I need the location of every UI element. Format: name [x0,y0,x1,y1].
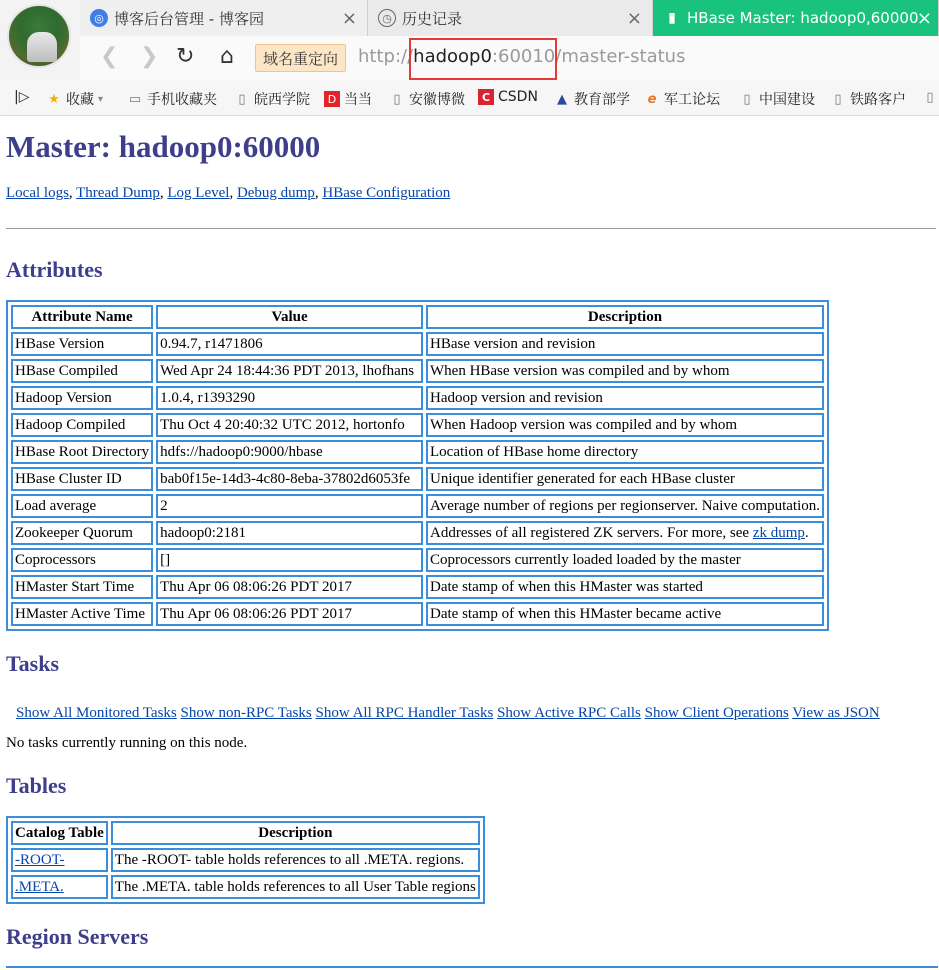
address-bar[interactable] [358,46,685,67]
attribute-value: 2 [156,494,423,518]
table-row [11,848,480,872]
page-title: Master: hadoop0:60000 [6,129,321,164]
attribute-description: Coprocessors currently loaded loaded by the master [426,548,824,572]
bookmark-item[interactable]: e 军工论坛 [644,89,720,109]
browser-chrome [0,0,939,116]
bookmark-item[interactable]: ▯ 中国建设 [739,89,815,109]
navigation-bar [80,36,939,80]
document-icon: ▮ [668,10,676,26]
table-row [11,494,824,518]
user-avatar[interactable] [7,4,71,68]
bookmark-item[interactable]: ▯ 安徽博微 [389,89,465,109]
region-servers-table-edge [6,966,938,968]
forward-arrow-icon[interactable]: ❯ [140,44,159,69]
table-row [11,386,824,410]
table-row [11,521,824,545]
attribute-description: Addresses of all registered ZK servers. For more, see zk dump. [426,521,824,545]
tab-label: 博客后台管理 - 博客园 [114,9,264,28]
column-header: Catalog Table [11,821,108,845]
divider [6,228,936,229]
attribute-value: Thu Oct 4 20:40:32 UTC 2012, hortonfo [156,413,423,437]
attribute-name: HBase Version [11,332,153,356]
mortarboard-icon: ▲ [557,91,567,107]
page-icon: ▯ [238,91,246,107]
attribute-description: When HBase version was compiled and by whom [426,359,824,383]
table-row [11,875,480,899]
show-all-monitored-tasks-link[interactable]: Show All Monitored Tasks [16,705,177,721]
folder-icon: ▭ [128,91,142,107]
attribute-value: 0.94.7, r1471806 [156,332,423,356]
url-port: :60010 [491,46,556,67]
reload-icon[interactable]: ↻ [176,44,195,69]
page-icon: ▯ [926,89,934,105]
attribute-description: Unique identifier generated for each HBase cluster [426,467,824,491]
show-non-rpc-tasks-link[interactable]: Show non-RPC Tasks [180,705,312,721]
attribute-name: Hadoop Compiled [11,413,153,437]
table-row [11,332,824,356]
tab-hbase-master[interactable] [653,0,939,36]
attribute-value: bab0f15e-14d3-4c80-8eba-37802d6053fe [156,467,423,491]
sidebar-toggle-icon[interactable]: |▷ [14,89,30,105]
csdn-icon: C [478,89,494,105]
attribute-name: HMaster Start Time [11,575,153,599]
attribute-name: Zookeeper Quorum [11,521,153,545]
tab-history[interactable] [368,0,653,36]
attribute-value: Thu Apr 06 08:06:26 PDT 2017 [156,575,423,599]
attribute-value: Thu Apr 06 08:06:26 PDT 2017 [156,602,423,626]
attribute-description: Hadoop version and revision [426,386,824,410]
bookmark-favorites[interactable]: ★ 收藏 ▾ [46,89,103,109]
table-row [11,602,824,626]
attribute-value: Wed Apr 24 18:44:36 PDT 2013, lhofhans [156,359,423,383]
local-logs-link[interactable]: Local logs [6,185,69,201]
bookmark-item[interactable]: ▲ 教育部学 [554,89,630,109]
region-servers-heading: Region Servers [6,924,149,949]
attribute-value: hadoop0:2181 [156,521,423,545]
catalog-table-name [11,875,108,899]
attribute-name: Load average [11,494,153,518]
table-header-row [11,821,480,845]
tables-heading: Tables [6,773,67,798]
url-path: /master-status [555,46,686,67]
bookmark-item[interactable]: ▯ 铁路客户 [830,89,906,109]
attribute-value: [] [156,548,423,572]
column-header: Description [111,821,480,845]
back-arrow-icon[interactable]: ❮ [100,44,119,69]
bookmark-item[interactable]: ▯ 皖西学院 [234,89,310,109]
cnblogs-favicon-icon: ◎ [90,9,108,27]
attribute-name: HMaster Active Time [11,602,153,626]
debug-dump-link[interactable]: Debug dump [236,185,315,201]
ie-icon: e [647,91,657,107]
table-row [11,413,824,437]
close-tab-icon[interactable]: × [916,8,932,29]
chevron-down-icon: ▾ [98,93,104,105]
no-tasks-message: No tasks currently running on this node. [6,735,248,751]
meta-table-link[interactable]: .META. [15,878,64,895]
attribute-name: HBase Root Directory [11,440,153,464]
home-icon[interactable]: ⌂ [220,44,234,69]
attribute-name: HBase Compiled [11,359,153,383]
column-header: Description [426,305,824,329]
attributes-heading: Attributes [6,257,103,282]
table-header-row [11,305,824,329]
table-row [11,467,824,491]
star-icon: ★ [48,91,60,107]
column-header: Value [156,305,423,329]
catalog-table-name [11,848,108,872]
catalog-table-description: The .META. table holds references to all User Table regions [111,875,480,899]
show-all-rpc-handler-tasks-link[interactable]: Show All RPC Handler Tasks [315,705,494,721]
bookmark-item[interactable]: D 当当 [324,89,372,109]
attribute-description: Location of HBase home directory [426,440,824,464]
url-scheme: http:// [358,46,414,67]
tasks-heading: Tasks [6,651,60,676]
dangdang-icon: D [324,91,340,107]
bookmark-item[interactable]: C CSDN [478,89,538,105]
attributes-table [6,300,829,631]
table-row [11,548,824,572]
tab-strip [80,0,939,36]
attribute-name: Hadoop Version [11,386,153,410]
table-row [11,440,824,464]
hbase-configuration-link[interactable]: HBase Configuration [322,185,451,201]
root-table-link[interactable]: -ROOT- [15,851,65,868]
page-icon: ▯ [393,91,401,107]
attribute-description: Date stamp of when this HMaster was started [426,575,824,599]
close-tab-icon[interactable]: × [341,8,357,29]
attribute-description: Date stamp of when this HMaster became active [426,602,824,626]
bookmarks-bar [0,80,939,116]
thread-dump-link[interactable]: Thread Dump [76,185,160,201]
close-tab-icon[interactable]: × [626,8,642,29]
show-client-operations-link[interactable]: Show Client Operations [644,705,789,721]
attribute-description: When Hadoop version was compiled and by whom [426,413,824,437]
tab-label: HBase Master: hadoop0,60000 [687,9,919,27]
page-icon: ▯ [743,91,751,107]
tab-cnblogs[interactable] [80,0,368,36]
attribute-value: hdfs://hadoop0:9000/hbase [156,440,423,464]
table-row [11,359,824,383]
attribute-description: HBase version and revision [426,332,824,356]
log-level-link[interactable]: Log Level [167,185,230,201]
show-active-rpc-calls-link[interactable]: Show Active RPC Calls [497,705,641,721]
attribute-name: HBase Cluster ID [11,467,153,491]
zk-dump-link[interactable]: zk dump [752,524,805,541]
view-as-json-link[interactable]: View as JSON [792,705,880,721]
task-filter-links [16,705,880,722]
top-links: Local logs, Thread Dump, Log Level, Debug dump, HBase Configuration [6,185,451,201]
redirect-badge[interactable]: 域名重定向 [255,44,346,72]
page-icon: ▯ [834,91,842,107]
url-host: hadoop0 [413,46,492,67]
clock-icon: ◷ [378,9,396,27]
column-header: Attribute Name [11,305,153,329]
table-row [11,575,824,599]
attribute-description: Average number of regions per regionserver. Naive computation. [426,494,824,518]
catalog-tables-table [6,816,485,904]
catalog-table-description: The -ROOT- table holds references to all .META. regions. [111,848,480,872]
tab-label: 历史记录 [402,9,463,28]
bookmark-item[interactable]: ▭ 手机收藏夹 [128,91,217,108]
attribute-value: 1.0.4, r1393290 [156,386,423,410]
page-icon [922,89,939,105]
attribute-name: Coprocessors [11,548,153,572]
